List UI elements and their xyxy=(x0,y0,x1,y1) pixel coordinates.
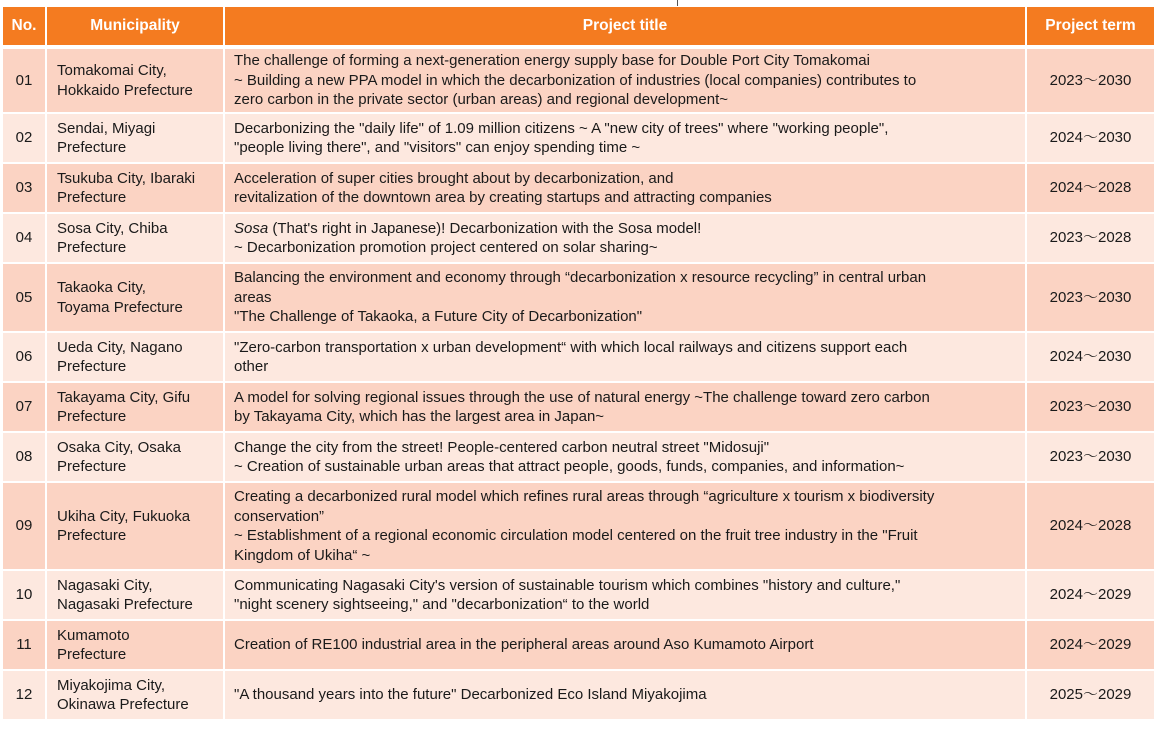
municipality-cell xyxy=(47,114,225,164)
project-title-cell xyxy=(225,483,1027,571)
municipality-line: Ueda City, Nagano xyxy=(57,338,183,356)
row-number: 11 xyxy=(3,621,47,671)
project-title-cell xyxy=(225,621,1027,671)
municipality-line: Sendai, Miyagi xyxy=(57,119,156,137)
municipality-cell xyxy=(47,621,225,671)
project-term-cell: 2023～2030 xyxy=(1027,49,1154,114)
table-row xyxy=(3,264,1154,333)
title-line: "The Challenge of Takaoka, a Future City of Decarbonization" xyxy=(234,308,643,326)
municipality-cell xyxy=(47,264,225,333)
row-number: 02 xyxy=(3,114,47,164)
project-title-cell xyxy=(225,383,1027,433)
row-number: 06 xyxy=(3,333,47,383)
municipality-line: Takayama City, Gifu xyxy=(57,388,191,406)
project-title-cell xyxy=(225,164,1027,214)
municipality-line: Toyama Prefecture xyxy=(57,298,183,316)
title-line: areas xyxy=(234,288,272,306)
header-municipality: Municipality xyxy=(47,7,225,49)
municipality-line: Prefecture xyxy=(57,358,127,375)
municipality-line: Kumamoto xyxy=(57,626,130,644)
municipality-line: Nagasaki City, xyxy=(57,576,153,594)
row-number: 07 xyxy=(3,383,47,433)
row-number: 01 xyxy=(3,49,47,114)
municipality-cell xyxy=(47,214,225,264)
project-term-cell: 2024～2029 xyxy=(1027,571,1154,621)
municipality-line: Hokkaido Prefecture xyxy=(57,81,193,99)
title-line: ~ Creation of sustainable urban areas that attract people, goods, funds, companies, and information~ xyxy=(234,458,905,475)
title-line: Balancing the environment and economy through “decarbonization x resource recycling” in central urban xyxy=(234,269,927,287)
title-line: "Zero-carbon transportation x urban development“ with which local railways and citizens support each xyxy=(234,338,908,356)
municipality-line: Takaoka City, xyxy=(57,279,146,296)
municipality-cell xyxy=(47,433,225,483)
title-line: "people living there", and "visitors" can enjoy spending time ~ xyxy=(234,139,641,156)
top-divider-line xyxy=(677,0,678,6)
title-line: ~ Decarbonization promotion project centered on solar sharing~ xyxy=(234,239,658,256)
municipality-cell xyxy=(47,164,225,214)
municipality-line: Miyakojima City, xyxy=(57,676,166,694)
row-number: 08 xyxy=(3,433,47,483)
title-line: Creation of RE100 industrial area in the peripheral areas around Aso Kumamoto Airport xyxy=(234,636,814,654)
table-row xyxy=(3,164,1154,214)
municipality-cell xyxy=(47,383,225,433)
projects-table xyxy=(3,7,1154,721)
title-line: "A thousand years into the future" Decarbonized Eco Island Miyakojima xyxy=(234,686,707,704)
title-line: Decarbonizing the "daily life" of 1.09 million citizens ~ A "new city of trees" where "working people", xyxy=(234,119,889,137)
title-line: ~ Establishment of a regional economic circulation model centered on the fruit tree industry in the "Fruit xyxy=(234,527,918,544)
project-title-cell xyxy=(225,49,1027,114)
title-line: Change the city from the street! People-centered carbon neutral street "Midosuji" xyxy=(234,438,770,456)
municipality-line: Prefecture xyxy=(57,527,127,544)
project-term-cell: 2024～2028 xyxy=(1027,164,1154,214)
table-row xyxy=(3,571,1154,621)
title-line: ~ Building a new PPA model in which the decarbonization of industries (local companies) contributes to xyxy=(234,71,917,89)
table-row xyxy=(3,433,1154,483)
title-line: The challenge of forming a next-generation energy supply base for Double Port City Tomakomai xyxy=(234,52,870,70)
title-line: Kingdom of Ukiha“ ~ xyxy=(234,546,371,564)
table-row xyxy=(3,483,1154,571)
title-line: revitalization of the downtown area by creating startups and attracting companies xyxy=(234,189,772,206)
municipality-line: Sosa City, Chiba xyxy=(57,219,168,237)
project-term-cell: 2024～2029 xyxy=(1027,621,1154,671)
municipality-line: Prefecture xyxy=(57,408,127,425)
table-row xyxy=(3,214,1154,264)
table-row xyxy=(3,383,1154,433)
project-term-cell: 2023～2028 xyxy=(1027,214,1154,264)
municipality-line: Okinawa Prefecture xyxy=(57,696,189,713)
project-title-cell xyxy=(225,433,1027,483)
row-number: 10 xyxy=(3,571,47,621)
project-term-cell: 2024～2028 xyxy=(1027,483,1154,571)
title-line: other xyxy=(234,358,269,375)
project-title-cell xyxy=(225,571,1027,621)
project-title-cell xyxy=(225,264,1027,333)
table-row xyxy=(3,49,1154,114)
municipality-line: Prefecture xyxy=(57,646,127,663)
row-number: 04 xyxy=(3,214,47,264)
title-line: Acceleration of super cities brought about by decarbonization, and xyxy=(234,169,674,187)
project-term-cell: 2023～2030 xyxy=(1027,433,1154,483)
header-no: No. xyxy=(3,7,47,49)
project-title-cell xyxy=(225,671,1027,721)
project-term-cell: 2023～2030 xyxy=(1027,264,1154,333)
header-project-title: Project title xyxy=(225,7,1027,49)
municipality-cell xyxy=(47,333,225,383)
municipality-line: Prefecture xyxy=(57,239,127,256)
municipality-line: Tomakomai City, xyxy=(57,62,167,79)
municipality-cell xyxy=(47,49,225,114)
row-number: 09 xyxy=(3,483,47,571)
municipality-line: Prefecture xyxy=(57,189,127,206)
title-line: "night scenery sightseeing," and "decarbonization“ to the world xyxy=(234,596,650,613)
municipality-line: Nagasaki Prefecture xyxy=(57,596,193,613)
project-term-cell: 2024～2030 xyxy=(1027,114,1154,164)
municipality-cell xyxy=(47,483,225,571)
project-term-cell: 2023～2030 xyxy=(1027,383,1154,433)
title-line: conservation” xyxy=(234,507,325,525)
title-line xyxy=(234,219,1011,239)
title-line: by Takayama City, which has the largest area in Japan~ xyxy=(234,408,605,425)
table-header-row xyxy=(3,7,1154,49)
municipality-line: Prefecture xyxy=(57,139,127,156)
title-line-rest: (That's right in Japanese)! Decarbonization with the Sosa model! xyxy=(268,219,702,237)
table-row xyxy=(3,114,1154,164)
municipality-line: Prefecture xyxy=(57,458,127,475)
project-term-cell: 2024～2030 xyxy=(1027,333,1154,383)
title-line: zero carbon in the private sector (urban areas) and regional development~ xyxy=(234,91,729,109)
row-number: 12 xyxy=(3,671,47,721)
municipality-line: Ukiha City, Fukuoka xyxy=(57,507,191,525)
project-term-cell: 2025～2029 xyxy=(1027,671,1154,721)
row-number: 03 xyxy=(3,164,47,214)
title-italic-word: Sosa xyxy=(234,219,269,237)
title-line: Communicating Nagasaki City's version of sustainable tourism which combines "history and culture," xyxy=(234,576,901,594)
table-row xyxy=(3,671,1154,721)
municipality-cell xyxy=(47,571,225,621)
table-row xyxy=(3,333,1154,383)
project-title-cell xyxy=(225,333,1027,383)
municipality-cell xyxy=(47,671,225,721)
municipality-line: Osaka City, Osaka xyxy=(57,438,181,456)
table-row xyxy=(3,621,1154,671)
project-title-cell xyxy=(225,214,1027,264)
project-title-cell xyxy=(225,114,1027,164)
title-line: Creating a decarbonized rural model which refines rural areas through “agriculture x tourism x biodiversity xyxy=(234,488,935,505)
row-number: 05 xyxy=(3,264,47,333)
header-project-term: Project term xyxy=(1027,7,1154,49)
title-line: A model for solving regional issues through the use of natural energy ~The challenge toward zero carbon xyxy=(234,388,930,406)
municipality-line: Tsukuba City, Ibaraki xyxy=(57,169,196,187)
